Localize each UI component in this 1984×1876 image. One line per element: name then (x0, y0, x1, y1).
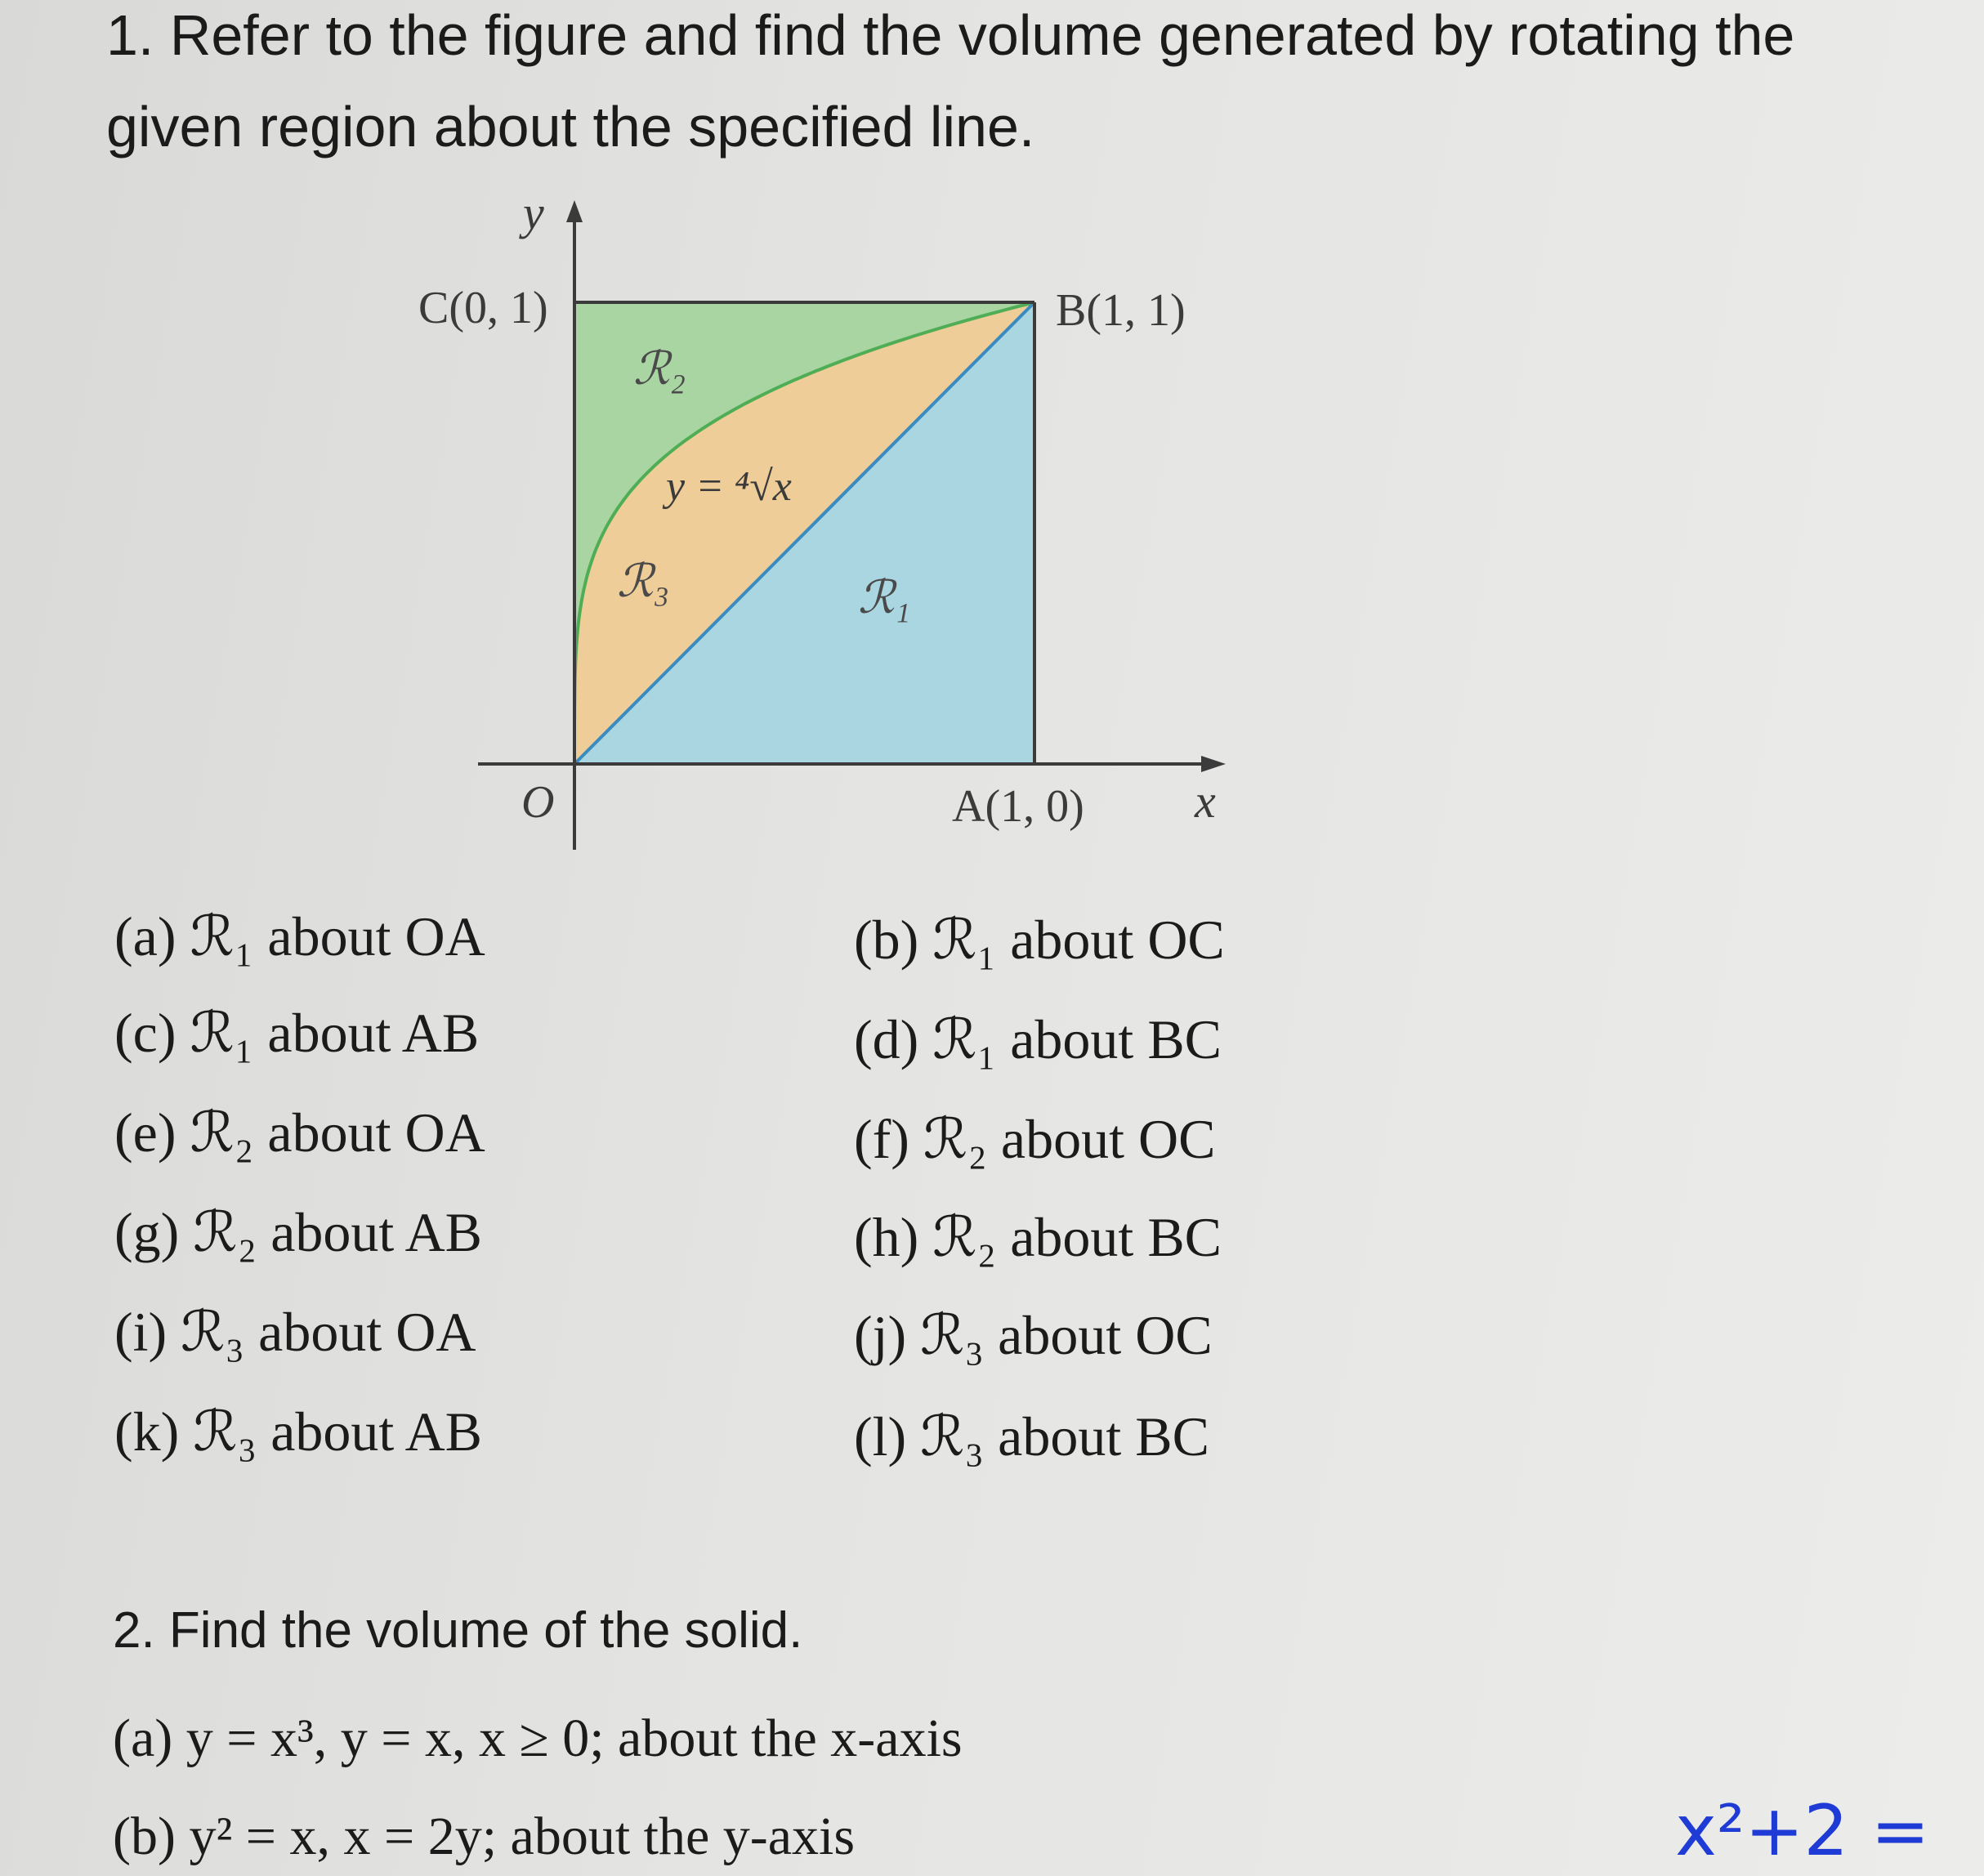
handwritten-note: x²+2 = (1675, 1790, 1930, 1872)
x-axis-arrow-icon (1201, 756, 1226, 772)
part-1h: (h) ℛ₂ about BC (854, 1206, 1222, 1268)
point-b-label: B(1, 1) (1056, 285, 1186, 336)
curve-equation-label: y = ⁴√x (666, 463, 792, 510)
question-1-line-1: 1. Refer to the figure and find the volume generated by rotating the (106, 3, 1795, 67)
region-r1-label: ℛ₁ (858, 573, 911, 623)
question-2-part-b: (b) y² = x, x = 2y; about the y-axis (113, 1807, 856, 1866)
x-axis-label: x (1195, 775, 1216, 828)
part-1e: (e) ℛ₂ about OA (114, 1101, 485, 1164)
y-axis-label: y (523, 186, 544, 239)
part-1d: (d) ℛ₁ about BC (854, 1008, 1222, 1070)
part-1c: (c) ℛ₁ about AB (114, 1002, 480, 1064)
part-1j: (j) ℛ₃ about OC (854, 1304, 1213, 1366)
point-c-label: C(0, 1) (418, 283, 548, 333)
origin-label: O (521, 777, 555, 828)
part-1f: (f) ℛ₂ about OC (854, 1108, 1216, 1170)
point-a-label: A(1, 0) (952, 781, 1084, 832)
y-axis-arrow-icon (566, 200, 583, 222)
question-2-title: 2. Find the volume of the solid. (113, 1602, 803, 1659)
region-r2-label: ℛ₂ (633, 344, 686, 395)
part-1i: (i) ℛ₃ about OA (114, 1301, 476, 1363)
region-r3-label: ℛ₃ (617, 556, 670, 607)
region-figure (0, 0, 1307, 882)
question-1-line-2: given region about the specified line. (106, 95, 1035, 159)
part-1b: (b) ℛ₁ about OC (854, 909, 1225, 971)
part-1g: (g) ℛ₂ about AB (114, 1201, 483, 1263)
part-1k: (k) ℛ₃ about AB (114, 1400, 483, 1463)
part-1l: (l) ℛ₃ about BC (854, 1405, 1209, 1467)
part-1a: (a) ℛ₁ about OA (114, 905, 485, 967)
question-2-part-a: (a) y = x³, y = x, x ≥ 0; about the x-axis (113, 1708, 963, 1768)
